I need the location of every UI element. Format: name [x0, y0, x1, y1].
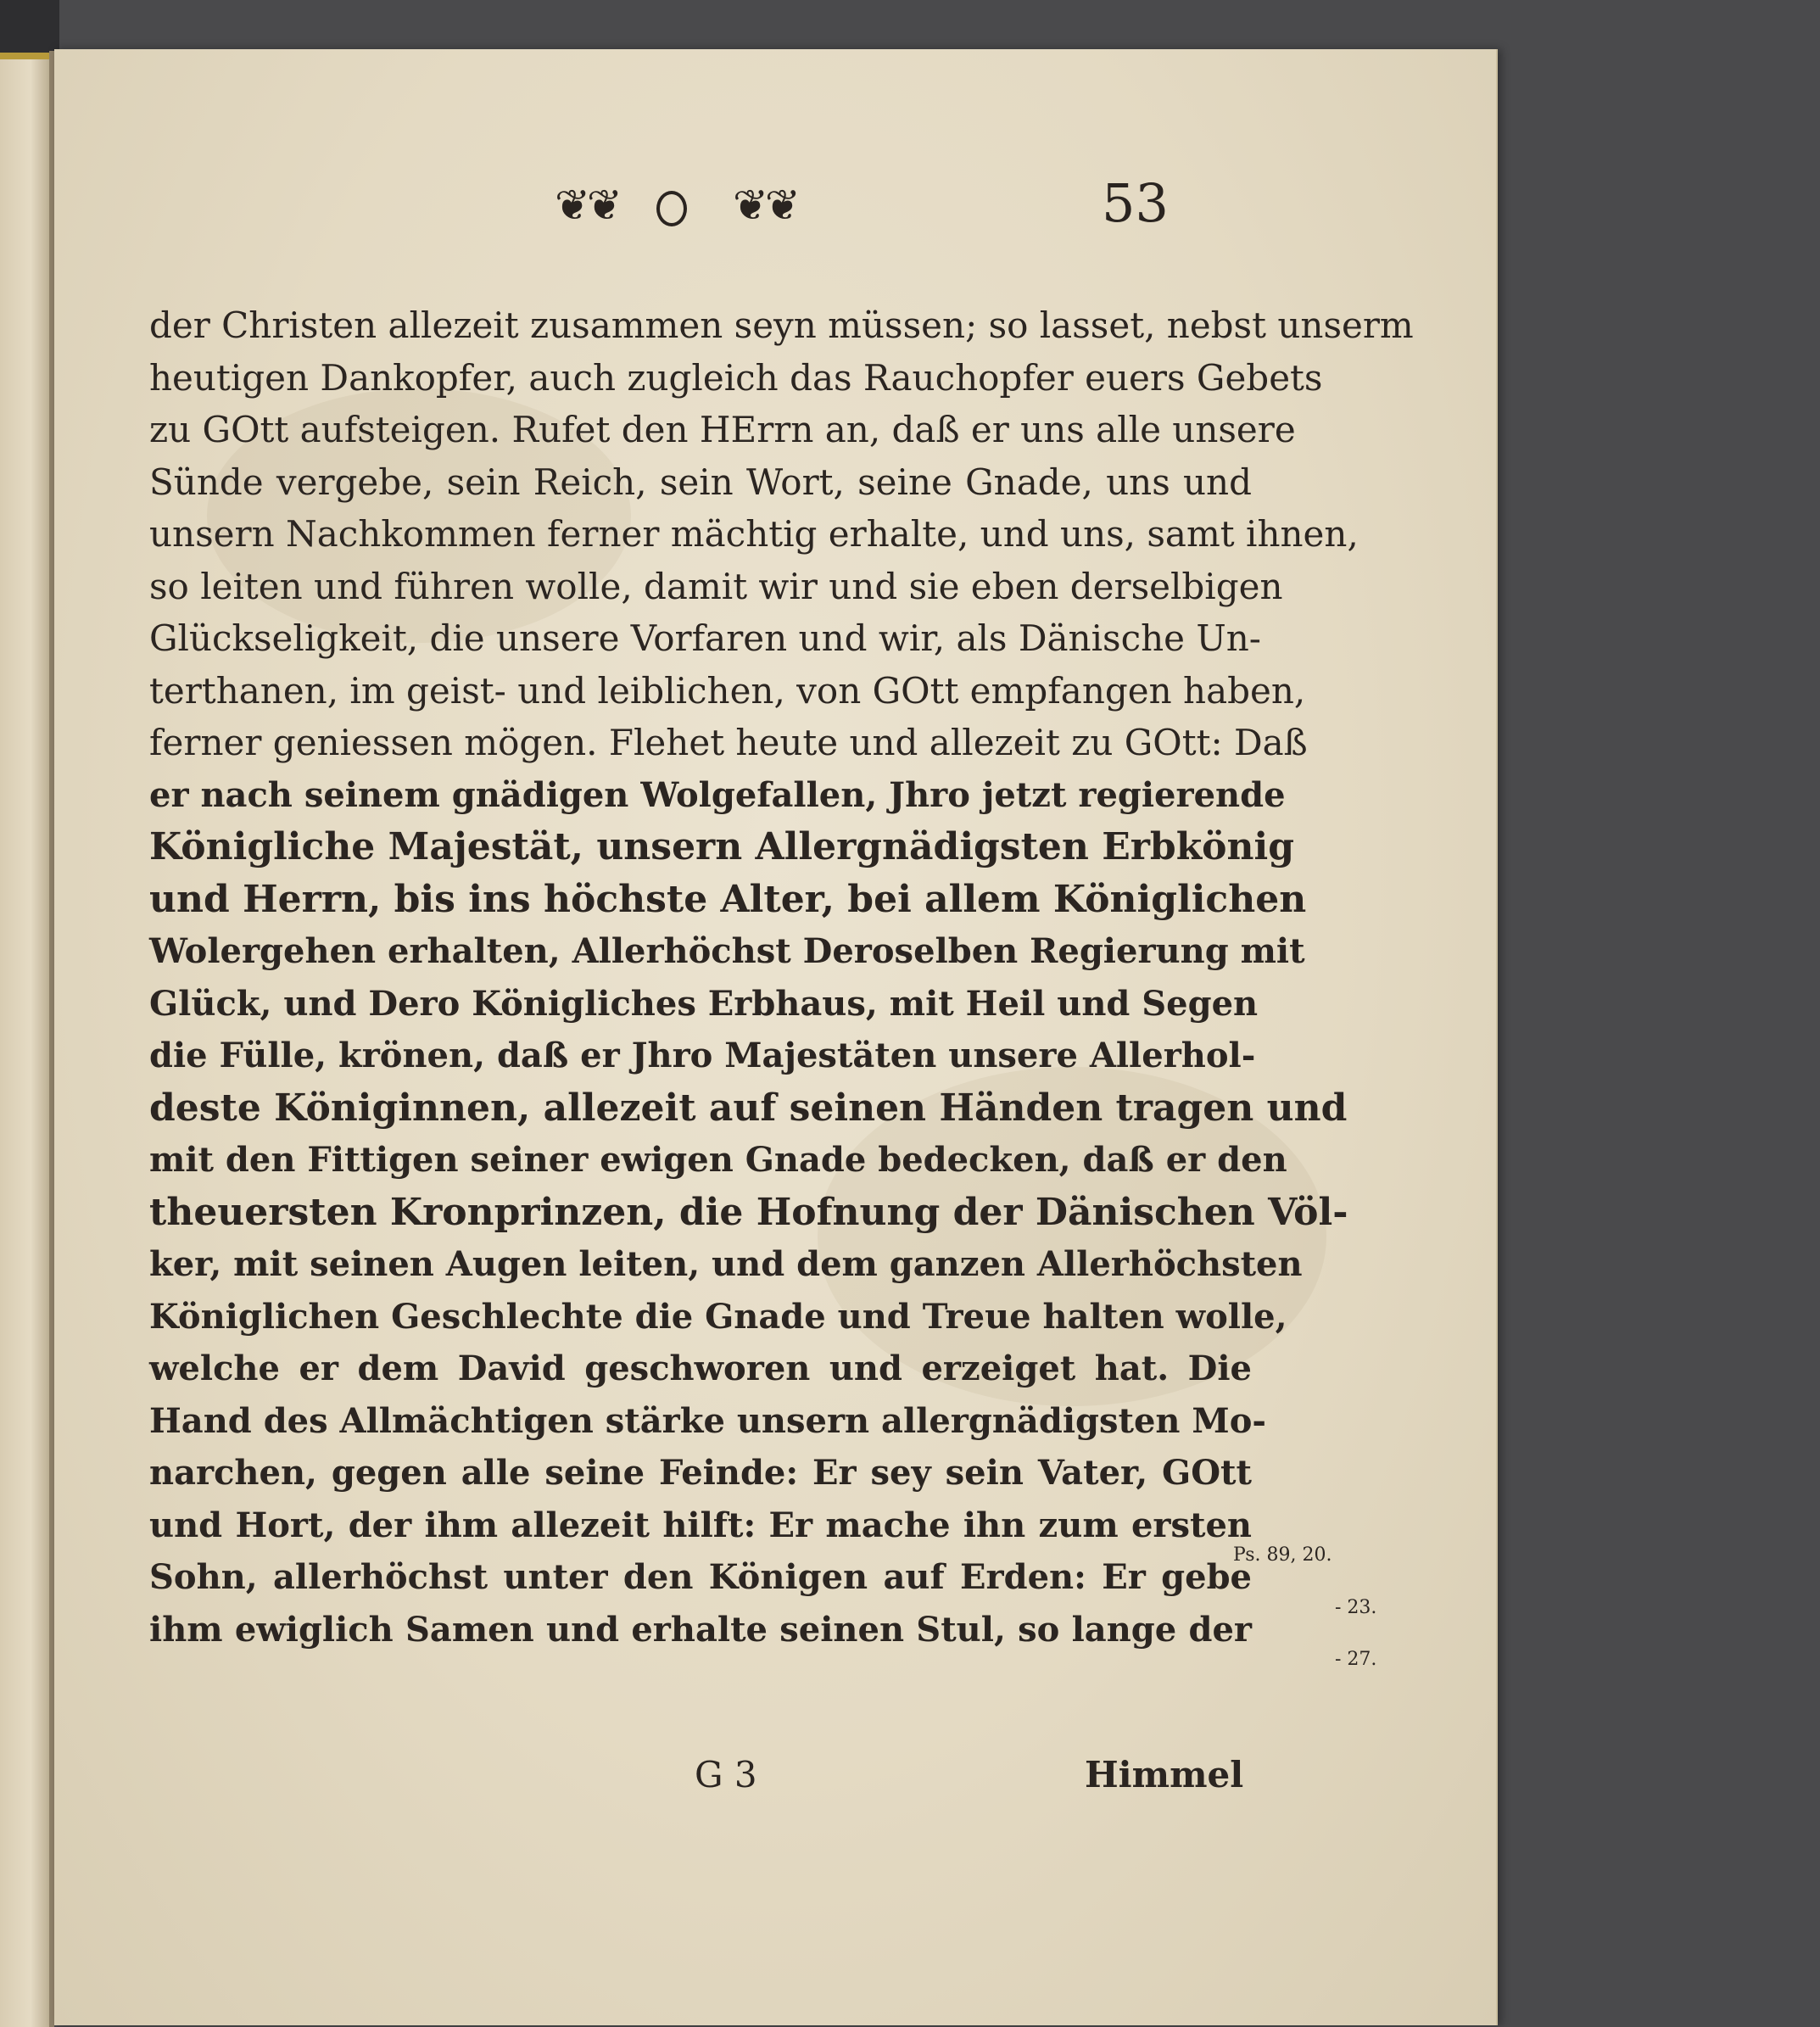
text-line: Königliche Majestät, unsern Allergnädigsten Erbkönig — [149, 825, 1294, 868]
book-page — [54, 49, 1498, 2025]
text-line: zu GOtt aufsteigen. Rufet den HErrn an, daß er uns alle unsere — [149, 409, 1296, 450]
text-line: Wolergehen erhalten, Allerhöchst Deroselben Regierung mit — [149, 931, 1305, 971]
running-head — [54, 172, 1496, 240]
text-line: ihm ewiglich Samen und erhalte seinen Stul, so lange der — [149, 1609, 1252, 1650]
ornament-left-icon: ❦❦ — [555, 181, 619, 230]
text-line: Königlichen Geschlechte die Gnade und Treue halten wolle, — [149, 1296, 1287, 1337]
margin-note: - 27. — [1335, 1649, 1377, 1670]
marginalia — [1233, 1529, 1437, 1686]
facing-page-edge — [0, 59, 51, 2027]
page-footer — [54, 1754, 1496, 1813]
text-line: ker, mit seinen Augen leiten, und dem ganzen Allerhöchsten — [149, 1244, 1303, 1284]
page-number: 53 — [1102, 172, 1169, 234]
text-line: unsern Nachkommen ferner mächtig erhalte, und uns, samt ihnen, — [149, 513, 1359, 555]
text-line: welche er dem David geschworen und erzeiget hat. Die — [149, 1349, 1252, 1388]
text-line: Sohn, allerhöchst unter den Königen auf Erden: Er gebe — [149, 1557, 1252, 1597]
text-line: theuersten Kronprinzen, die Hofnung der Dänischen Völ- — [149, 1190, 1348, 1234]
catchword: Himmel — [1085, 1754, 1244, 1795]
text-line: heutigen Dankopfer, auch zugleich das Rauchopfer euers Gebets — [149, 356, 1323, 399]
text-line: deste Königinnen, allezeit auf seinen Händen tragen und — [149, 1086, 1348, 1130]
text-line: narchen, gegen alle seine Feinde: Er sey sein Vater, GOtt — [149, 1453, 1252, 1493]
text-line: er nach seinem gnädigen Wolgefallen, Jhro jetzt regierende — [149, 774, 1286, 815]
text-line: ferner geniessen mögen. Flehet heute und allezeit zu GOtt: Daß — [149, 722, 1308, 763]
text-line: der Christen allezeit zusammen seyn müssen; so lasset, nebst unserm — [149, 304, 1414, 346]
text-line: Glückseligkeit, die unsere Vorfaren und wir, als Dänische Un- — [149, 617, 1261, 659]
signature-mark: G 3 — [695, 1754, 757, 1795]
margin-note: Ps. 89, 20. — [1233, 1544, 1332, 1566]
text-line: und Herrn, bis ins höchste Alter, bei allem Königlichen — [149, 877, 1307, 921]
text-line: und Hort, der ihm allezeit hilft: Er mache ihn zum ersten — [149, 1505, 1252, 1545]
ornament-circle-icon — [656, 191, 687, 226]
text-line: mit den Fittigen seiner ewigen Gnade bedecken, daß er den — [149, 1140, 1287, 1180]
text-line: terthanen, im geist- und leiblichen, von GOtt empfangen haben, — [149, 669, 1306, 712]
text-line: die Fülle, krönen, daß er Jhro Majestäten unsere Allerhol- — [149, 1036, 1256, 1075]
margin-note: - 23. — [1335, 1596, 1377, 1618]
text-line: Glück, und Dero Königliches Erbhaus, mit Heil und Segen — [149, 983, 1259, 1024]
ornament-right-icon: ❦❦ — [733, 181, 797, 230]
text-line: so leiten und führen wolle, damit wir und sie eben derselbigen — [149, 565, 1283, 607]
text-line: Sünde vergebe, sein Reich, sein Wort, seine Gnade, uns und — [149, 461, 1252, 503]
text-line: Hand des Allmächtigen stärke unsern allergnädigsten Mo- — [149, 1400, 1266, 1441]
